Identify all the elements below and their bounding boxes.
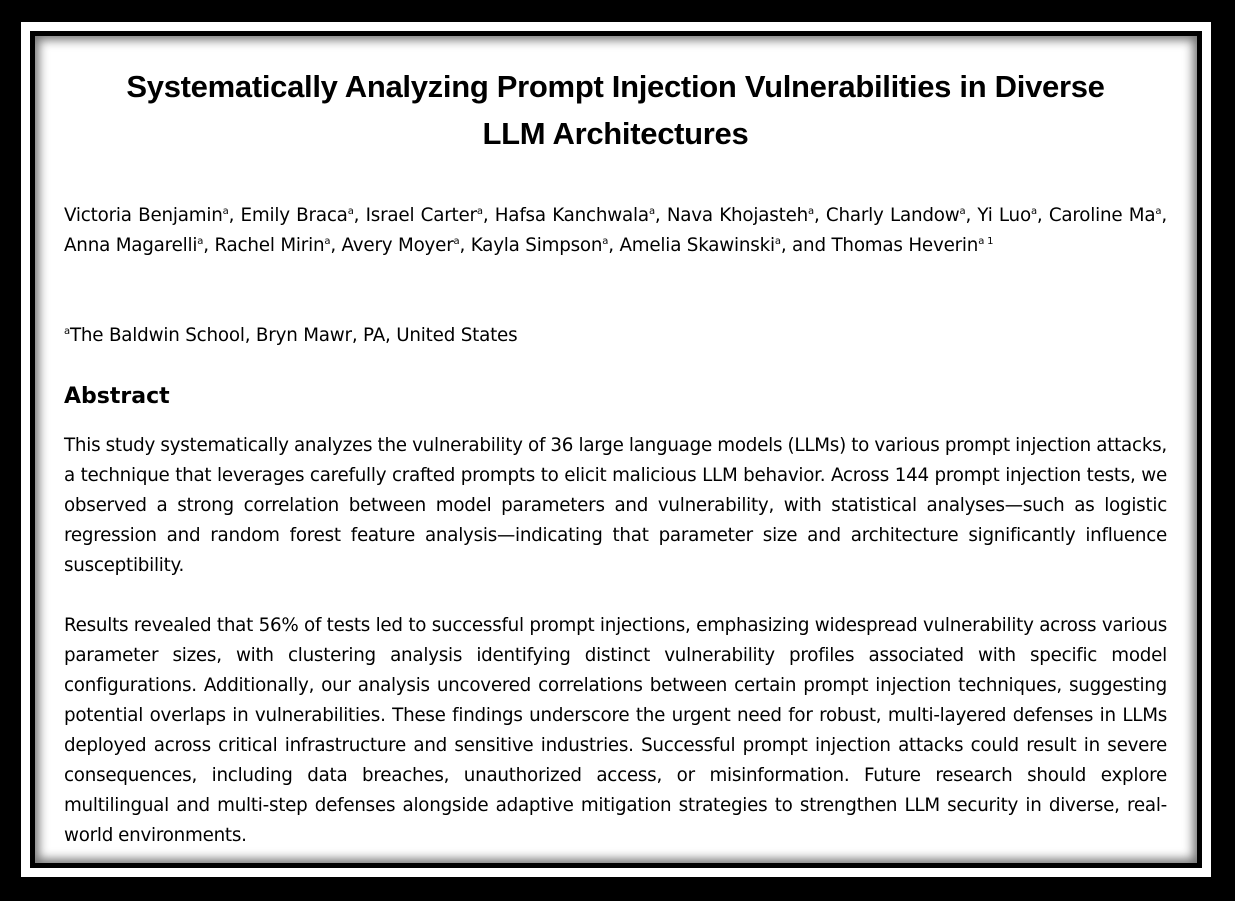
author-separator: , [965, 205, 978, 226]
affiliation-marker: a [64, 326, 70, 337]
author-name: Hafsa Kanchwala [494, 205, 649, 226]
abstract-paragraph-2: Results revealed that 56% of tests led to successful prompt injections, emphasizing widespread vulnerability across various parameter sizes, with clustering analysis identifying distinct vulnerability profiles associated with specific model configurations. Additionally, our analysis uncovered correlations between certain prompt injection techniques, suggesting potential overlaps in vulnerabilities. These findings underscore the urgent need for robust, multi-layered defenses in LLMs deployed across critical infrastructure and sensitive industries. Successful prompt injection attacks could result in severe consequences, including data breaches, unauthorized access, or misinformation. Future research should explore multilingual and multi-step defenses alongside adaptive mitigation strategies to strengthen LLM security in diverse, real-world environments. [64, 615, 1167, 846]
author-affiliation-marker: a [1030, 206, 1037, 217]
author-separator: , [228, 205, 241, 226]
author-separator: , [1161, 205, 1167, 226]
abstract-paragraph-1: This study systematically analyzes the vulnerability of 36 large language models (LLMs) to various prompt injection attacks, a technique that leverages carefully crafted prompts to elicit malicious LLM behavior. Across 144 prompt injection tests, we observed a strong correlation between model parameters and vulnerability, with statistical analyses—such as logistic regression and random forest feature analysis—indicating that parameter size and architecture significantly influence susceptibility. [64, 435, 1167, 576]
author-separator: , [1036, 205, 1049, 226]
author-name: Yi Luo [977, 205, 1031, 226]
author-separator: , [654, 205, 667, 226]
author-list [64, 201, 1167, 261]
paper-page [30, 31, 1202, 868]
author-affiliation-marker: a [648, 206, 655, 217]
author-affiliation-marker: a [324, 236, 331, 247]
author-separator: , [482, 205, 495, 226]
author-affiliation-marker: a 1 [978, 236, 994, 247]
author-name: Israel Carter [365, 205, 477, 226]
affiliation [64, 321, 1167, 351]
paper-title [64, 63, 1167, 157]
title-line-1: Systematically Analyzing Prompt Injection Vulnerabilities in Diverse [126, 69, 1105, 104]
author-separator: , [813, 205, 826, 226]
author-affiliation-marker: a [222, 206, 229, 217]
abstract-heading: Abstract [64, 384, 170, 409]
author-separator: , [330, 235, 342, 256]
author-name: Kayla Simpson [470, 235, 603, 256]
author-separator: , and [780, 235, 832, 256]
author-affiliation-marker: a [453, 236, 460, 247]
title-line-2: LLM Architectures [482, 116, 749, 151]
author-name: Thomas Heverin [831, 235, 979, 256]
author-name: Charly Landow [825, 205, 960, 226]
author-name: Nava Khojasteh [666, 205, 809, 226]
author-affiliation-marker: a [197, 236, 204, 247]
author-affiliation-marker: a [1155, 206, 1162, 217]
author-affiliation-marker: a [959, 206, 966, 217]
author-name: Avery Moyer [341, 235, 454, 256]
author-separator: , [203, 235, 215, 256]
author-affiliation-marker: a [347, 206, 354, 217]
author-separator: , [353, 205, 366, 226]
author-name: Victoria Benjamin [64, 205, 223, 226]
author-separator: , [459, 235, 471, 256]
author-name: Rachel Mirin [214, 235, 325, 256]
author-affiliation-marker: a [602, 236, 609, 247]
author-name: Caroline Ma [1048, 205, 1156, 226]
affiliation-text: The Baldwin School, Bryn Mawr, PA, United States [69, 325, 518, 346]
author-affiliation-marker: a [808, 206, 814, 217]
author-separator: , [608, 235, 620, 256]
author-name: Amelia Skawinski [619, 235, 775, 256]
author-name: Emily Braca [240, 205, 348, 226]
author-affiliation-marker: a [476, 206, 483, 217]
author-affiliation-marker: a [774, 236, 781, 247]
author-name: Anna Magarelli [64, 235, 198, 256]
